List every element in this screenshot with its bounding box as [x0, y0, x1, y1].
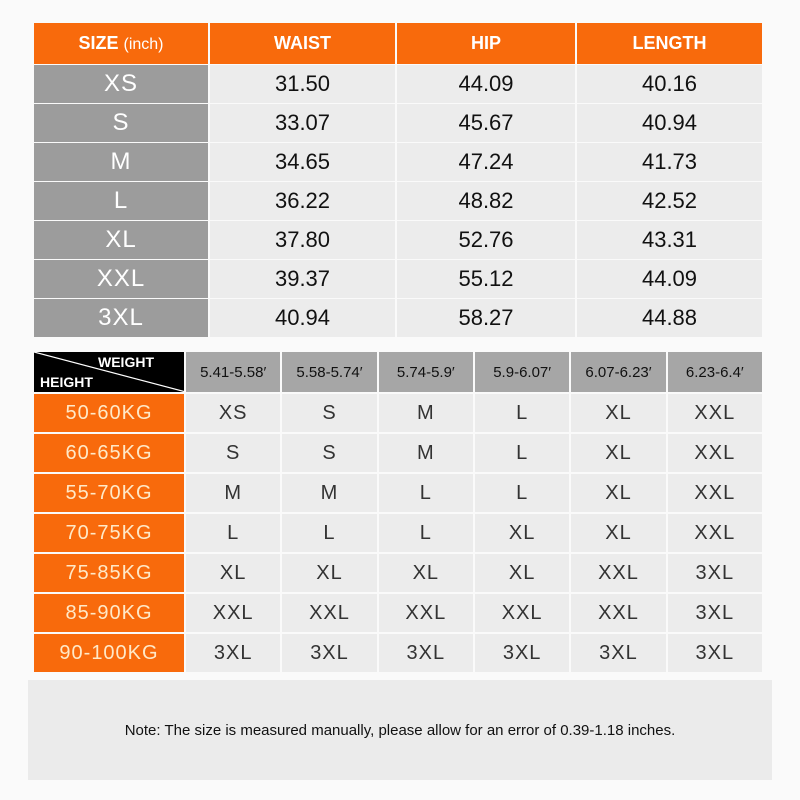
recommended-size: M — [379, 394, 473, 432]
size-label: M — [34, 143, 208, 181]
weight-row — [34, 554, 762, 592]
length-value: 42.52 — [577, 182, 762, 220]
recommended-size: XXL — [668, 514, 762, 552]
size-row — [34, 143, 762, 181]
length-value: 44.09 — [577, 260, 762, 298]
recommended-size: XXL — [668, 474, 762, 512]
recommended-size: L — [379, 474, 473, 512]
recommended-size: L — [475, 434, 569, 472]
recommended-size: 3XL — [571, 634, 665, 672]
weight-range-label: 75-85KG — [34, 554, 184, 592]
hip-value: 52.76 — [397, 221, 575, 259]
recommended-size: 3XL — [668, 554, 762, 592]
recommended-size: XL — [571, 474, 665, 512]
recommended-size: XXL — [571, 554, 665, 592]
waist-value: 33.07 — [210, 104, 395, 142]
hip-value: 55.12 — [397, 260, 575, 298]
corner-header — [34, 352, 184, 392]
recommended-size: 3XL — [475, 634, 569, 672]
recommended-size: XL — [475, 554, 569, 592]
size-row — [34, 299, 762, 337]
size-row — [34, 65, 762, 103]
weight-row — [34, 634, 762, 672]
size-label: XXL — [34, 260, 208, 298]
size-header — [34, 23, 208, 64]
recommended-size: XXL — [668, 394, 762, 432]
recommended-size: L — [186, 514, 280, 552]
size-label: XL — [34, 221, 208, 259]
size-label: S — [34, 104, 208, 142]
weight-row — [34, 394, 762, 432]
recommended-size: XL — [186, 554, 280, 592]
weight-label: WEIGHT — [98, 354, 154, 370]
recommended-size: 3XL — [379, 634, 473, 672]
recommended-size: XL — [571, 514, 665, 552]
recommended-size: L — [475, 394, 569, 432]
size-table-header — [34, 23, 762, 64]
waist-value: 40.94 — [210, 299, 395, 337]
recommended-size: XS — [186, 394, 280, 432]
recommended-size: M — [379, 434, 473, 472]
recommended-size: XXL — [379, 594, 473, 632]
measurement-note: Note: The size is measured manually, please allow for an error of 0.39-1.18 inches. — [28, 680, 772, 780]
size-measurement-table — [32, 22, 764, 338]
size-label: L — [34, 182, 208, 220]
recommended-size: S — [186, 434, 280, 472]
length-value: 43.31 — [577, 221, 762, 259]
size-row — [34, 221, 762, 259]
recommended-size: L — [379, 514, 473, 552]
height-range-header: 5.74-5.9′ — [379, 352, 473, 392]
recommended-size: 3XL — [668, 634, 762, 672]
height-header-row — [34, 352, 762, 392]
waist-header: WAIST — [210, 23, 395, 64]
weight-range-label: 70-75KG — [34, 514, 184, 552]
size-row — [34, 182, 762, 220]
recommended-size: XXL — [475, 594, 569, 632]
hip-value: 45.67 — [397, 104, 575, 142]
recommended-size: M — [282, 474, 376, 512]
hip-value: 58.27 — [397, 299, 575, 337]
weight-range-label: 85-90KG — [34, 594, 184, 632]
weight-range-label: 50-60KG — [34, 394, 184, 432]
weight-range-label: 60-65KG — [34, 434, 184, 472]
weight-row — [34, 474, 762, 512]
waist-value: 31.50 — [210, 65, 395, 103]
length-value: 40.16 — [577, 65, 762, 103]
weight-row — [34, 594, 762, 632]
recommended-size: 3XL — [282, 634, 376, 672]
height-label: HEIGHT — [40, 374, 93, 390]
recommended-size: L — [475, 474, 569, 512]
height-range-header: 5.9-6.07′ — [475, 352, 569, 392]
recommended-size: XXL — [186, 594, 280, 632]
weight-row — [34, 514, 762, 552]
height-range-header: 5.41-5.58′ — [186, 352, 280, 392]
recommended-size: 3XL — [186, 634, 280, 672]
height-range-header: 6.07-6.23′ — [571, 352, 665, 392]
length-value: 40.94 — [577, 104, 762, 142]
waist-value: 39.37 — [210, 260, 395, 298]
hip-value: 47.24 — [397, 143, 575, 181]
weight-range-label: 55-70KG — [34, 474, 184, 512]
hip-value: 44.09 — [397, 65, 575, 103]
recommended-size: XL — [379, 554, 473, 592]
recommended-size: L — [282, 514, 376, 552]
hip-header: HIP — [397, 23, 575, 64]
recommended-size: XXL — [668, 434, 762, 472]
recommended-size: XL — [282, 554, 376, 592]
size-row — [34, 260, 762, 298]
recommended-size: XL — [571, 434, 665, 472]
recommended-size: 3XL — [668, 594, 762, 632]
size-label: XS — [34, 65, 208, 103]
waist-value: 34.65 — [210, 143, 395, 181]
length-value: 44.88 — [577, 299, 762, 337]
recommended-size: M — [186, 474, 280, 512]
height-range-header: 6.23-6.4′ — [668, 352, 762, 392]
size-row — [34, 104, 762, 142]
recommended-size: XXL — [571, 594, 665, 632]
size-recommendation-table — [32, 350, 764, 674]
recommended-size: XL — [475, 514, 569, 552]
unit-label: (inch) — [123, 36, 164, 53]
waist-value: 37.80 — [210, 221, 395, 259]
recommended-size: XXL — [282, 594, 376, 632]
size-header-label: SIZE — [78, 33, 119, 53]
recommended-size: XL — [571, 394, 665, 432]
weight-range-label: 90-100KG — [34, 634, 184, 672]
size-label: 3XL — [34, 299, 208, 337]
waist-value: 36.22 — [210, 182, 395, 220]
hip-value: 48.82 — [397, 182, 575, 220]
recommended-size: S — [282, 394, 376, 432]
weight-row — [34, 434, 762, 472]
height-range-header: 5.58-5.74′ — [282, 352, 376, 392]
length-value: 41.73 — [577, 143, 762, 181]
length-header: LENGTH — [577, 23, 762, 64]
recommended-size: S — [282, 434, 376, 472]
